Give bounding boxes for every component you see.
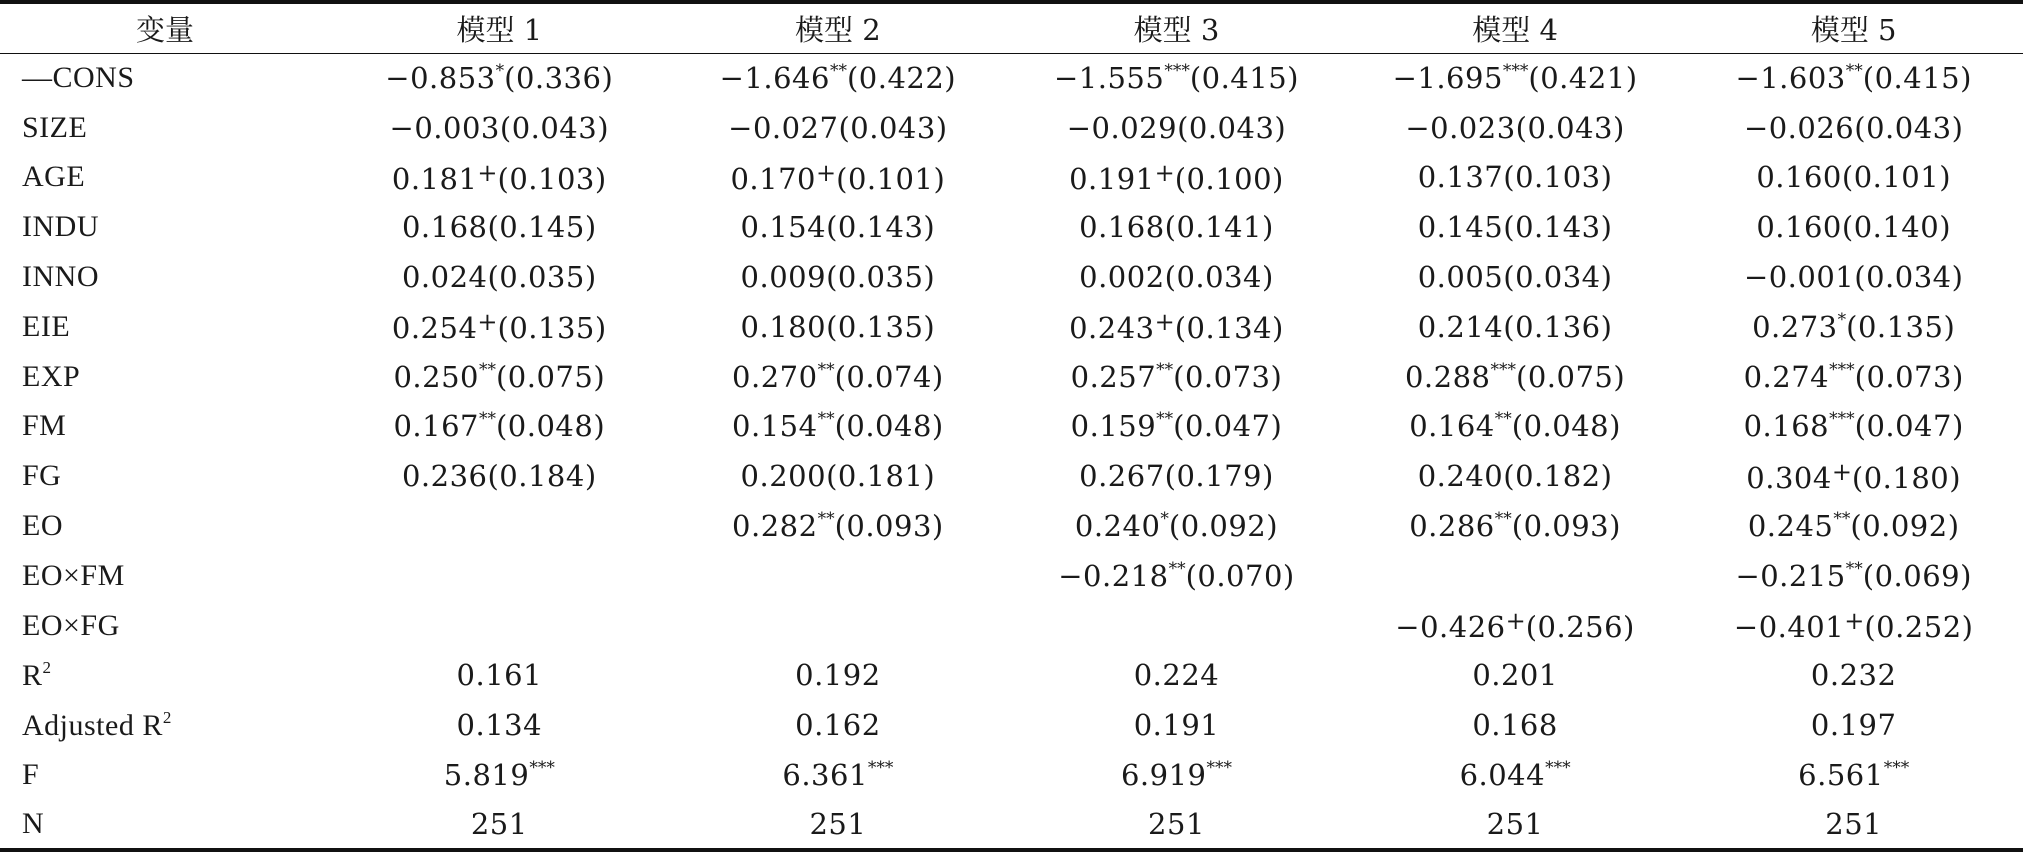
significance-marker: ** (478, 409, 496, 430)
model-1-cell (330, 153, 669, 203)
significance-marker: *** (1545, 758, 1571, 779)
model-4-cell (1346, 103, 1685, 153)
variable-name (0, 800, 330, 850)
standard-error: (0.134) (1174, 311, 1284, 346)
model-2-cell (669, 53, 1008, 103)
standard-error: (0.073) (1854, 359, 1964, 394)
standard-error: (0.136) (1503, 309, 1613, 344)
coefficient: 251 (470, 806, 528, 841)
coefficient: 0.257 (1070, 359, 1157, 394)
significance-marker: ** (817, 509, 835, 530)
significance-marker: ** (1833, 509, 1851, 530)
coefficient: 0.286 (1409, 509, 1495, 544)
variable-name (0, 700, 330, 750)
variable-label: N (22, 806, 45, 840)
variable-label: INNO (22, 260, 99, 294)
significance-marker: ** (829, 61, 847, 82)
standard-error: (0.092) (1168, 509, 1279, 544)
coefficient: 0.161 (456, 658, 543, 693)
variable-name (0, 651, 330, 701)
model-4-cell (1346, 202, 1685, 252)
standard-error: (0.043) (1854, 110, 1964, 145)
table-row (0, 302, 2023, 352)
coefficient: −0.001 (1743, 260, 1855, 295)
model-3-cell (1007, 103, 1346, 153)
coefficient: 0.240 (1074, 509, 1161, 544)
model-3-cell (1007, 202, 1346, 252)
significance-marker: ** (1156, 359, 1174, 380)
variable-name (0, 202, 330, 252)
model-1-cell (330, 202, 669, 252)
model-2-cell (669, 800, 1008, 850)
model-1-cell (330, 750, 669, 800)
variable-name (0, 302, 330, 352)
table-row (0, 103, 2023, 153)
header-model-4: 模型 4 (1346, 2, 1685, 53)
model-5-cell (1684, 800, 2023, 850)
standard-error: (0.043) (1177, 110, 1287, 145)
standard-error: (0.069) (1862, 558, 1972, 593)
standard-error: (0.074) (834, 359, 944, 394)
coefficient: −1.695 (1392, 61, 1503, 96)
standard-error: (0.421) (1528, 61, 1638, 96)
model-5-cell (1684, 551, 2023, 601)
model-3-cell (1007, 700, 1346, 750)
standard-error: (0.252) (1864, 610, 1974, 645)
table-row (0, 700, 2023, 750)
model-3-cell (1007, 252, 1346, 302)
coefficient: 6.561 (1798, 758, 1884, 793)
significance-marker: ** (1494, 409, 1512, 430)
standard-error: (0.048) (834, 409, 944, 444)
coefficient: 0.288 (1404, 359, 1491, 394)
significance-marker: ** (1845, 61, 1863, 82)
significance-marker: * (1837, 309, 1847, 330)
model-3-cell (1007, 601, 1346, 651)
model-1-cell (330, 651, 669, 701)
coefficient: −0.218 (1058, 558, 1169, 593)
model-1-cell (330, 53, 669, 103)
coefficient: 0.201 (1472, 658, 1558, 693)
coefficient: 0.024 (401, 260, 488, 295)
significance-marker: *** (529, 758, 555, 779)
variable-label: EXP (22, 359, 81, 393)
coefficient: 0.145 (1417, 210, 1504, 245)
coefficient: 0.245 (1747, 509, 1834, 544)
variable-name (0, 551, 330, 601)
model-4-cell (1346, 551, 1685, 601)
significance-marker: *** (1883, 758, 1910, 779)
table-row (0, 352, 2023, 402)
model-4-cell (1346, 53, 1685, 103)
model-1-cell (330, 402, 669, 452)
standard-error: (0.034) (1503, 260, 1613, 295)
variable-name (0, 103, 330, 153)
standard-error: (0.093) (834, 509, 944, 544)
header-variable: 变量 (0, 2, 330, 53)
significance-marker: + (1505, 607, 1526, 636)
coefficient: 0.137 (1417, 160, 1504, 195)
header-model-5: 模型 5 (1684, 2, 2023, 53)
model-2-cell (669, 202, 1008, 252)
coefficient: 5.819 (443, 758, 530, 793)
model-5-cell (1684, 153, 2023, 203)
coefficient: 0.168 (401, 210, 488, 245)
standard-error: (0.100) (1174, 161, 1284, 196)
coefficient: 0.154 (740, 210, 827, 245)
significance-marker: ** (817, 359, 835, 380)
model-3-cell (1007, 53, 1346, 103)
standard-error: (0.184) (487, 459, 597, 494)
coefficient: 0.168 (1472, 708, 1558, 743)
variable-name (0, 402, 330, 452)
coefficient: 0.270 (732, 359, 818, 394)
coefficient: 0.273 (1752, 309, 1838, 344)
model-2-cell (669, 103, 1008, 153)
coefficient: −1.646 (719, 61, 830, 96)
variable-label: EIE (22, 309, 71, 343)
coefficient: 0.254 (391, 311, 478, 346)
standard-error: (0.043) (838, 110, 948, 145)
standard-error: (0.415) (1862, 61, 1972, 96)
model-3-cell (1007, 551, 1346, 601)
standard-error: (0.070) (1185, 558, 1295, 593)
model-2-cell (669, 302, 1008, 352)
header-model-3: 模型 3 (1007, 2, 1346, 53)
model-2-cell (669, 352, 1008, 402)
significance-marker: *** (1164, 61, 1190, 82)
standard-error: (0.101) (1841, 160, 1952, 195)
model-4-cell (1346, 700, 1685, 750)
model-5-cell (1684, 700, 2023, 750)
significance-marker: *** (1829, 409, 1855, 430)
model-5-cell (1684, 501, 2023, 551)
model-4-cell (1346, 153, 1685, 203)
standard-error: (0.140) (1841, 210, 1952, 245)
coefficient: −0.401 (1733, 610, 1845, 645)
model-5-cell (1684, 103, 2023, 153)
standard-error: (0.103) (1503, 160, 1613, 195)
variable-label: FG (22, 459, 62, 493)
superscript: 2 (162, 707, 172, 727)
coefficient: 0.191 (1069, 161, 1155, 196)
significance-marker: ** (1494, 509, 1512, 530)
standard-error: (0.043) (499, 110, 610, 145)
standard-error: (0.143) (1503, 210, 1613, 245)
coefficient: 0.168 (1743, 409, 1830, 444)
table-row (0, 202, 2023, 252)
variable-name (0, 252, 330, 302)
significance-marker: + (1844, 607, 1865, 636)
model-3-cell (1007, 800, 1346, 850)
model-4-cell (1346, 651, 1685, 701)
standard-error: (0.073) (1173, 359, 1283, 394)
coefficient: 0.160 (1756, 210, 1842, 245)
variable-label: Adjusted R (22, 708, 163, 742)
coefficient: 0.192 (795, 658, 881, 693)
standard-error: (0.415) (1189, 61, 1299, 96)
model-2-cell (669, 750, 1008, 800)
superscript: 2 (42, 657, 52, 677)
model-1-cell (330, 451, 669, 501)
model-1-cell (330, 302, 669, 352)
variable-name (0, 451, 330, 501)
significance-marker: + (1831, 457, 1852, 486)
standard-error: (0.047) (1854, 409, 1964, 444)
variable-name (0, 53, 330, 103)
model-3-cell (1007, 451, 1346, 501)
coefficient: 251 (1148, 806, 1205, 841)
standard-error: (0.034) (1164, 260, 1274, 295)
coefficient: 0.243 (1069, 311, 1155, 346)
standard-error: (0.180) (1851, 460, 1962, 495)
coefficient: 0.159 (1070, 409, 1157, 444)
significance-marker: ** (817, 409, 835, 430)
model-2-cell (669, 700, 1008, 750)
standard-error: (0.034) (1854, 260, 1964, 295)
model-2-cell (669, 551, 1008, 601)
model-5-cell (1684, 451, 2023, 501)
variable-name (0, 501, 330, 551)
coefficient: 0.154 (732, 409, 818, 444)
model-2-cell (669, 601, 1008, 651)
significance-marker: + (477, 158, 498, 187)
coefficient: 0.200 (740, 459, 827, 494)
model-4-cell (1346, 402, 1685, 452)
model-1-cell (330, 800, 669, 850)
standard-error: (0.135) (497, 311, 607, 346)
model-5-cell (1684, 53, 2023, 103)
model-4-cell (1346, 302, 1685, 352)
model-3-cell (1007, 501, 1346, 551)
coefficient: 0.197 (1810, 708, 1897, 743)
model-1-cell (330, 103, 669, 153)
variable-label: INDU (22, 210, 99, 244)
standard-error: (0.422) (846, 61, 957, 96)
variable-label: —CONS (22, 61, 135, 95)
table-row (0, 750, 2023, 800)
coefficient: 6.919 (1120, 758, 1207, 793)
model-4-cell (1346, 601, 1685, 651)
standard-error: (0.035) (487, 260, 597, 295)
model-3-cell (1007, 352, 1346, 402)
coefficient: 0.274 (1743, 359, 1830, 394)
standard-error: (0.135) (826, 309, 936, 344)
variable-label: FM (22, 409, 67, 443)
significance-marker: + (816, 158, 837, 187)
model-4-cell (1346, 800, 1685, 850)
standard-error: (0.093) (1511, 509, 1621, 544)
model-5-cell (1684, 651, 2023, 701)
standard-error: (0.048) (495, 409, 606, 444)
coefficient: 0.181 (391, 161, 478, 196)
model-3-cell (1007, 153, 1346, 203)
coefficient: 251 (1825, 806, 1883, 841)
coefficient: 6.044 (1459, 758, 1546, 793)
coefficient: 0.005 (1417, 260, 1504, 295)
significance-marker: *** (867, 758, 894, 779)
model-2-cell (669, 451, 1008, 501)
coefficient: 0.170 (730, 161, 817, 196)
standard-error: (0.179) (1164, 459, 1274, 494)
model-1-cell (330, 501, 669, 551)
variable-label: EO×FG (22, 608, 120, 642)
standard-error: (0.141) (1164, 210, 1274, 245)
coefficient: 251 (809, 806, 867, 841)
model-2-cell (669, 501, 1008, 551)
table-row (0, 451, 2023, 501)
header-model-2: 模型 2 (669, 2, 1008, 53)
significance-marker: ** (1156, 409, 1174, 430)
standard-error: (0.143) (826, 210, 936, 245)
model-1-cell (330, 601, 669, 651)
model-3-cell (1007, 402, 1346, 452)
coefficient: 0.250 (393, 359, 479, 394)
table-row (0, 252, 2023, 302)
model-5-cell (1684, 352, 2023, 402)
standard-error: (0.135) (1846, 309, 1956, 344)
model-3-cell (1007, 750, 1346, 800)
variable-label: EO×FM (22, 558, 125, 592)
standard-error: (0.336) (504, 61, 614, 96)
significance-marker: *** (1829, 359, 1855, 380)
coefficient: 0.282 (732, 509, 818, 544)
significance-marker: + (1154, 308, 1175, 337)
standard-error: (0.181) (826, 459, 936, 494)
variable-label: EO (22, 509, 63, 543)
coefficient: 0.304 (1746, 460, 1832, 495)
coefficient: 0.240 (1417, 459, 1504, 494)
significance-marker: *** (1502, 61, 1529, 82)
variable-name (0, 153, 330, 203)
significance-marker: *** (1206, 758, 1232, 779)
coefficient: −0.426 (1395, 610, 1506, 645)
table-row (0, 601, 2023, 651)
header-model-1: 模型 1 (330, 2, 669, 53)
standard-error: (0.047) (1173, 409, 1283, 444)
coefficient: −0.023 (1405, 110, 1516, 145)
significance-marker: * (1160, 509, 1169, 530)
significance-marker: ** (1168, 558, 1186, 579)
standard-error: (0.182) (1503, 459, 1613, 494)
model-5-cell (1684, 402, 2023, 452)
standard-error: (0.256) (1525, 610, 1635, 645)
model-2-cell (669, 651, 1008, 701)
model-3-cell (1007, 302, 1346, 352)
model-5-cell (1684, 601, 2023, 651)
model-4-cell (1346, 750, 1685, 800)
standard-error: (0.035) (826, 260, 936, 295)
coefficient: 0.162 (795, 708, 881, 743)
coefficient: 0.214 (1417, 309, 1504, 344)
coefficient: 0.224 (1133, 658, 1220, 693)
significance-marker: + (477, 308, 498, 337)
model-4-cell (1346, 252, 1685, 302)
coefficient: 0.167 (393, 409, 479, 444)
table-row (0, 53, 2023, 103)
coefficient: −0.029 (1066, 110, 1178, 145)
coefficient: −1.603 (1735, 61, 1846, 96)
significance-marker: *** (1490, 359, 1517, 380)
model-2-cell (669, 252, 1008, 302)
variable-name (0, 750, 330, 800)
variable-label: R (22, 658, 43, 692)
variable-name (0, 352, 330, 402)
variable-label: SIZE (22, 110, 88, 144)
model-3-cell (1007, 651, 1346, 701)
header-row (0, 2, 2023, 53)
table-row (0, 153, 2023, 203)
model-2-cell (669, 153, 1008, 203)
standard-error: (0.145) (487, 210, 597, 245)
model-1-cell (330, 252, 669, 302)
coefficient: 0.191 (1133, 708, 1220, 743)
variable-label: F (22, 758, 40, 792)
standard-error: (0.048) (1511, 409, 1621, 444)
coefficient: 0.180 (740, 309, 827, 344)
model-5-cell (1684, 302, 2023, 352)
variable-name (0, 601, 330, 651)
coefficient: 0.168 (1079, 210, 1165, 245)
model-4-cell (1346, 352, 1685, 402)
coefficient: −0.215 (1735, 558, 1846, 593)
model-4-cell (1346, 501, 1685, 551)
model-5-cell (1684, 252, 2023, 302)
coefficient: −0.026 (1743, 110, 1855, 145)
coefficient: 0.002 (1079, 260, 1165, 295)
table-body (0, 53, 2023, 850)
model-1-cell (330, 352, 669, 402)
standard-error: (0.075) (495, 359, 606, 394)
model-1-cell (330, 700, 669, 750)
coefficient: 0.160 (1756, 160, 1842, 195)
standard-error: (0.075) (1516, 359, 1626, 394)
coefficient: 0.164 (1409, 409, 1495, 444)
standard-error: (0.103) (497, 161, 607, 196)
significance-marker: ** (478, 359, 496, 380)
table-row (0, 800, 2023, 850)
table-row (0, 651, 2023, 701)
coefficient: 6.361 (782, 758, 868, 793)
significance-marker: + (1154, 158, 1175, 187)
coefficient: 0.134 (456, 708, 543, 743)
coefficient: 0.267 (1079, 459, 1165, 494)
standard-error: (0.043) (1515, 110, 1625, 145)
model-4-cell (1346, 451, 1685, 501)
significance-marker: * (495, 61, 505, 82)
coefficient: −0.003 (389, 110, 500, 145)
model-5-cell (1684, 202, 2023, 252)
model-1-cell (330, 551, 669, 601)
table-row (0, 501, 2023, 551)
table-row (0, 402, 2023, 452)
standard-error: (0.101) (836, 161, 946, 196)
coefficient: −1.555 (1053, 61, 1165, 96)
table-row (0, 551, 2023, 601)
coefficient: 0.232 (1810, 658, 1897, 693)
coefficient: −0.027 (728, 110, 839, 145)
coefficient: −0.853 (385, 61, 496, 96)
coefficient: 0.009 (740, 260, 827, 295)
model-2-cell (669, 402, 1008, 452)
significance-marker: ** (1845, 558, 1863, 579)
standard-error: (0.092) (1850, 509, 1960, 544)
variable-label: AGE (22, 160, 86, 194)
coefficient: 0.236 (401, 459, 488, 494)
model-5-cell (1684, 750, 2023, 800)
coefficient: 251 (1486, 806, 1544, 841)
